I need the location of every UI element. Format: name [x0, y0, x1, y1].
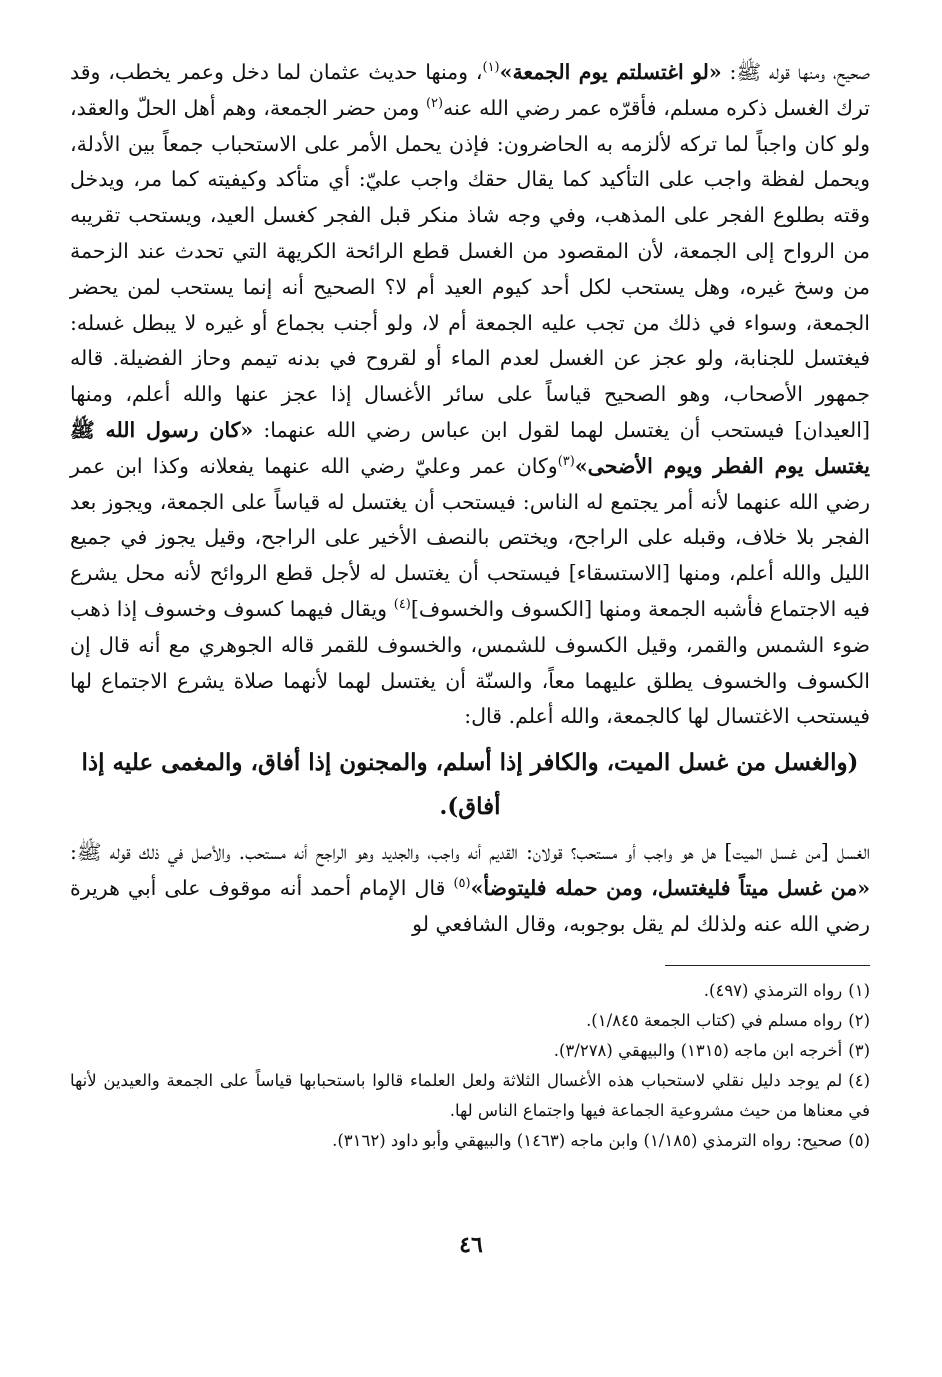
footnote-number: (٢)	[848, 1010, 870, 1030]
footnote-number: (١)	[848, 980, 870, 1000]
footnote-number: (٤)	[848, 1070, 870, 1090]
footnote-ref: (١)	[482, 60, 500, 76]
hadith-quote: «كان رسول الله ﷺ يغتسل يوم الفطر ويوم الأضحى»	[70, 417, 870, 478]
paragraph-1-intro: صحيح، ومنها قوله ﷺ:	[721, 60, 871, 84]
footnote-ref: (٣)	[557, 453, 575, 469]
footnote	[70, 1036, 870, 1066]
footnote-text: أخرجه ابن ماجه (١٣١٥) والبيهقي (٣/٢٧٨).	[553, 1040, 843, 1060]
hadith-quote: «من غسل ميتاً فليغتسل، ومن حمله فليتوضأ»	[470, 875, 871, 900]
document-page	[70, 55, 870, 1355]
footnote	[70, 1006, 870, 1036]
footnote-text: رواه الترمذي (٤٩٧).	[703, 980, 843, 1000]
footnote-text: رواه مسلم في (كتاب الجمعة ١/٨٤٥).	[586, 1010, 843, 1030]
footnote-number: (٣)	[848, 1040, 870, 1060]
footnote-ref: (٥)	[453, 876, 471, 892]
paragraph-text: ومن حضر الجمعة، وهم أهل الحلّ والعقد، ولو كان واجباً لما تركه لألزمه به الحاضرون: فإذن يحمل الأمر على الاستحباب جمعاً بين الأدلة، ويحمل لفظة واجب على التأكيد كما يقال حقك واجب عليّ: أي متأكد وكيفيته كما مر، ويدخل وقته بطلوع الفجر على المذهب، وفي وجه شاذ منكر قبل الفجر كغسل العيد، ويستحب تقريبه من الرواح إلى الجمعة، لأن المقصود من الغسل قطع الرائحة الكريهة التي تحدث عند الزحمة من وسخ غيره، وهل يستحب لكل أحد كيوم العيد أم لا؟ الصحيح أنه إنما يستحب لمن يحضر الجمعة، وسواء في ذلك من تجب عليه الجمعة أم لا، ولو أجنب بجماع أو غيره لا يبطل غسله: فيغتسل للجنابة، ولو عجز عن الغسل لعدم الماء أو لقروح في بدنه تيمم وحاز الفضيلة. قاله جمهور الأصحاب، وهو الصحيح قياساً على سائر الأغسال إذا عجز عنها والله أعلم، ومنها [العيدان] فيستحب أن يغتسل لهما لقول ابن عباس رضي الله عنهما:	[70, 95, 870, 442]
footnote-text: صحيح: رواه الترمذي (١/١٨٥) وابن ماجه (١٤٦٣) والبيهقي وأبو داود (٣١٦٢).	[332, 1130, 843, 1150]
footnote-ref: (٤)	[393, 597, 411, 613]
paragraph-text: وكان عمر وعليّ رضي الله عنهما يفعلانه وكذا ابن عمر رضي الله عنهما لأنه أمر يجتمع له الناس: فيستحب أن يغتسل له قياساً على الجمعة، ويجوز بعد الفجر بلا خلاف، وقبله على الراجح، ويختص بالنصف الأخير على الراجح، وقيل يجوز في جميع الليل والله أعلم، ومنها [الاستسقاء] فيستحب أن يغتسل له لأجل قطع الروائح لأنه محل يشرع فيه الاجتماع فأشبه الجمعة ومنها [الكسوف والخسوف]	[70, 453, 870, 621]
paragraph-2	[70, 835, 870, 942]
hadith-quote: «لو اغتسلتم يوم الجمعة»	[499, 60, 722, 84]
paragraph-1	[70, 55, 870, 735]
footnote-ref: (٢)	[425, 95, 444, 111]
footnote-divider	[665, 965, 870, 966]
footnote-text: لم يوجد دليل نقلي لاستحباب هذه الأغسال الثلاثة ولعل العلماء قالوا باستحبابها قياساً على الجمعة والعيدين لأنها في معناها من حيث مشروعية الجماعة فيها واجتماع الناس لها.	[70, 1070, 870, 1120]
footnotes	[70, 976, 870, 1156]
footnote-number: (٥)	[848, 1130, 870, 1150]
main-text	[70, 55, 870, 943]
footnote	[70, 1066, 870, 1126]
footnote	[70, 1126, 870, 1156]
page-number: ٤٦	[459, 1232, 483, 1258]
paragraph-text: الغسل [من غسل الميت] هل هو واجب أو مستحب؟ قولان: القديم أنه واجب، والجديد وهو الراجح أنه مستحب. والأصل في ذلك قوله ﷺ:	[70, 840, 870, 865]
paragraph-text: ، ومنها حديث عثمان لما دخل وعمر يخطب، وقد ترك الغسل ذكره مسلم، فأقرّه عمر رضي الله عنه	[70, 60, 870, 120]
paragraph-text: قال الإمام أحمد أنه موقوف على أبي هريرة رضي الله عنه ولذلك لم يقل بوجوبه، وقال الشافعي لو	[70, 875, 870, 936]
matn-heading: (والغسل من غسل الميت، والكافر إذا أسلم، والمجنون إذا أفاق، والمغمى عليه إذا أفاق).	[81, 749, 859, 821]
paragraph-text: ويقال فيهما كسوف وخسوف إذا ذهب ضوء الشمس والقمر، وقيل الكسوف للشمس، والخسوف للقمر قاله الجوهري مع أنه قال إن الكسوف والخسوف يطلق عليهما معاً، والسنّة أن يغتسل لهما لأنهما صلاة يشرع الاجتماع لها فيستحب الاغتسال لها كالجمعة، والله أعلم. قال:	[70, 596, 870, 729]
footnote	[70, 976, 870, 1006]
